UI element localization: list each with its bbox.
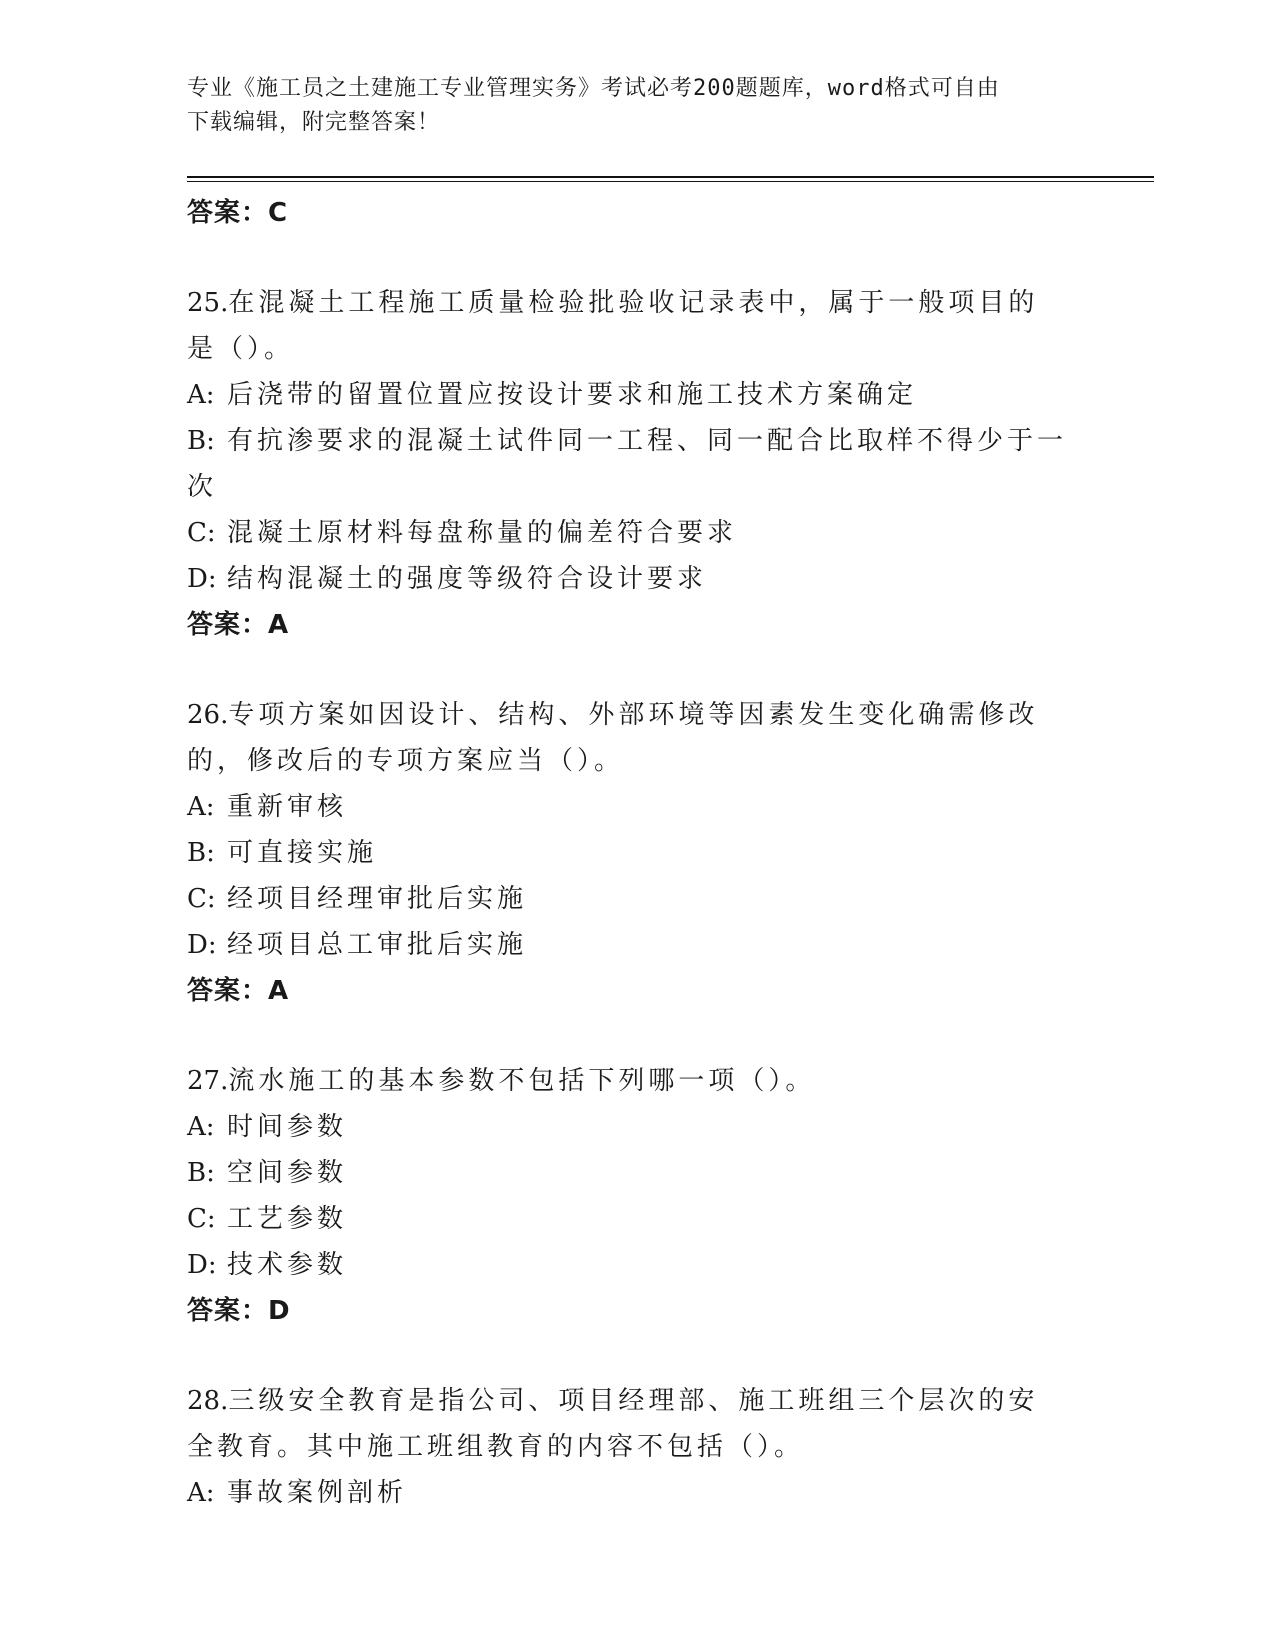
question-body: 流水施工的基本参数不包括下列哪一项（）。 bbox=[228, 1066, 816, 1096]
question-number: 26. bbox=[187, 700, 229, 730]
option-letter: A: bbox=[187, 1478, 215, 1508]
option-letter: B: bbox=[187, 1158, 215, 1188]
option-letter: B: bbox=[187, 426, 215, 456]
option-b bbox=[187, 830, 1087, 876]
option-a bbox=[187, 1470, 1087, 1516]
option-text: 可直接实施 bbox=[227, 838, 378, 868]
question-body: 专项方案如因设计、结构、外部环境等因素发生变化确需修改的，修改后的专项方案应当（）。 bbox=[187, 700, 1039, 776]
question-body: 在混凝土工程施工质量检验批验收记录表中，属于一般项目的是（）。 bbox=[187, 288, 1039, 364]
option-letter: C: bbox=[187, 1204, 216, 1234]
option-d bbox=[187, 922, 1087, 968]
option-a bbox=[187, 1104, 1087, 1150]
option-a bbox=[187, 784, 1087, 830]
option-text: 事故案例剖析 bbox=[227, 1478, 408, 1508]
option-letter: A: bbox=[187, 380, 215, 410]
question-text bbox=[187, 1378, 1067, 1470]
header-divider-thin bbox=[187, 181, 1154, 182]
option-letter: C: bbox=[187, 884, 216, 914]
option-text: 空间参数 bbox=[227, 1158, 348, 1188]
answer: 答案：A bbox=[187, 976, 290, 1006]
option-text: 工艺参数 bbox=[227, 1204, 348, 1234]
question-25 bbox=[187, 280, 1087, 648]
question-text bbox=[187, 692, 1067, 784]
option-c bbox=[187, 876, 1087, 922]
option-text: 技术参数 bbox=[227, 1250, 348, 1280]
option-d bbox=[187, 556, 1087, 602]
question-28 bbox=[187, 1378, 1087, 1516]
option-text: 重新审核 bbox=[227, 792, 348, 822]
question-body: 三级安全教育是指公司、项目经理部、施工班组三个层次的安全教育。其中施工班组教育的内容不包括（）。 bbox=[187, 1386, 1039, 1462]
option-text: 经项目经理审批后实施 bbox=[227, 884, 528, 914]
header-divider-thick bbox=[187, 176, 1154, 178]
option-text: 经项目总工审批后实施 bbox=[227, 930, 528, 960]
previous-answer: 答案：C bbox=[187, 198, 289, 228]
option-letter: A: bbox=[187, 1112, 215, 1142]
option-letter: C: bbox=[187, 518, 216, 548]
option-d bbox=[187, 1242, 1087, 1288]
header-line-1: 专业《施工员之土建施工专业管理实务》考试必考200题题库，word格式可自由 bbox=[187, 76, 1000, 101]
option-b bbox=[187, 1150, 1087, 1196]
option-text: 后浇带的留置位置应按设计要求和施工技术方案确定 bbox=[227, 380, 918, 410]
option-b bbox=[187, 418, 1087, 510]
option-c bbox=[187, 1196, 1087, 1242]
question-26 bbox=[187, 692, 1087, 1014]
answer: 答案：A bbox=[187, 610, 290, 640]
option-text: 混凝土原材料每盘称量的偏差符合要求 bbox=[227, 518, 738, 548]
option-letter: D: bbox=[187, 1250, 217, 1280]
answer: 答案：D bbox=[187, 1296, 291, 1326]
question-number: 28. bbox=[187, 1386, 229, 1416]
question-number: 25. bbox=[187, 288, 229, 318]
question-list bbox=[187, 190, 1087, 1516]
option-a bbox=[187, 372, 1087, 418]
question-number: 27. bbox=[187, 1066, 229, 1096]
option-letter: B: bbox=[187, 838, 215, 868]
option-text: 有抗渗要求的混凝土试件同一工程、同一配合比取样不得少于一次 bbox=[187, 426, 1068, 502]
option-letter: D: bbox=[187, 564, 217, 594]
question-text bbox=[187, 1058, 1067, 1104]
option-text: 结构混凝土的强度等级符合设计要求 bbox=[227, 564, 708, 594]
option-letter: D: bbox=[187, 930, 217, 960]
option-text: 时间参数 bbox=[227, 1112, 348, 1142]
option-letter: A: bbox=[187, 792, 215, 822]
option-c bbox=[187, 510, 1087, 556]
question-27 bbox=[187, 1058, 1087, 1334]
document-header bbox=[187, 72, 1087, 140]
question-text bbox=[187, 280, 1067, 372]
header-line-2: 下载编辑，附完整答案！ bbox=[187, 110, 441, 135]
